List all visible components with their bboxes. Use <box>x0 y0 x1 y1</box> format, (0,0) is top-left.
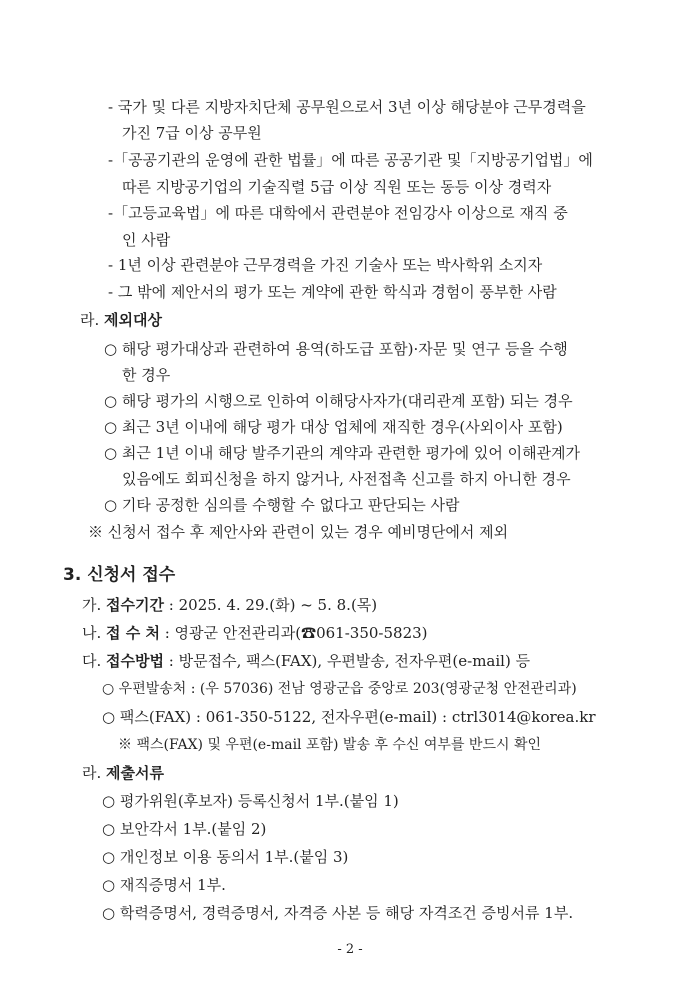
documents-prefix: 라. <box>82 764 102 782</box>
document-item: ○ 학력증명서, 경력증명서, 자격증 사본 등 해당 자격조건 증빙서류 1부. <box>102 904 574 922</box>
exclusion-item: ○ 기타 공정한 심의를 수행할 수 없다고 판단되는 사람 <box>104 496 460 514</box>
page-number: - 2 - <box>337 942 363 957</box>
method-label: 접수방법 <box>106 652 165 670</box>
exclusion-item: ○ 최근 1년 이내 해당 발주기관의 계약과 관련한 평가에 있어 이해관계가 <box>104 444 581 462</box>
exclusion-item-cont: 있음에도 회피신청을 하지 않거나, 사전접촉 신고를 하지 아니한 경우 <box>122 470 571 488</box>
qualification-item: -「공공기관의 운영에 관한 법률」에 따른 공공기관 및「지방공기업법」에 <box>108 151 593 169</box>
section-title: 3. 신청서 접수 <box>63 565 176 585</box>
qualification-item-cont: 인 사람 <box>122 231 171 249</box>
qualification-item: - 국가 및 다른 지방자치단체 공무원으로서 3년 이상 해당분야 근무경력을 <box>108 98 586 116</box>
fax-email: ○ 팩스(FAX) : 061-350-5122, 전자우편(e-mail) : ctrl3014@korea.kr <box>102 708 596 726</box>
exclusion-prefix: 라. <box>80 311 100 329</box>
period-row <box>82 595 377 615</box>
documents-title: 제출서류 <box>106 764 165 782</box>
office-value: : 영광군 안전관리과(☎061-350-5823) <box>159 624 428 642</box>
method-row <box>82 651 530 671</box>
qualification-item: - 1년 이상 관련분야 근무경력을 가진 기술사 또는 박사학위 소지자 <box>108 256 543 274</box>
exclusion-note: ※ 신청서 접수 후 제안사와 관련이 있는 경우 예비명단에서 제외 <box>88 523 509 541</box>
office-label: 접 수 처 <box>106 624 160 642</box>
period-prefix: 가. <box>82 596 102 614</box>
documents-heading <box>82 763 164 783</box>
exclusion-item: ○ 해당 평가대상과 관련하여 용역(하도급 포함)·자문 및 연구 등을 수행 <box>104 340 568 358</box>
document-item: ○ 개인정보 이용 동의서 1부.(붙임 3) <box>102 848 349 866</box>
exclusion-title: 제외대상 <box>104 311 163 329</box>
qualification-item: - 그 밖에 제안서의 평가 또는 계약에 관한 학식과 경험이 풍부한 사람 <box>108 283 557 301</box>
period-value: : 2025. 4. 29.(화) ~ 5. 8.(목) <box>164 596 378 614</box>
qualification-item-cont: 따른 지방공기업의 기술직렬 5급 이상 직원 또는 동등 이상 경력자 <box>122 178 552 196</box>
exclusion-item-cont: 한 경우 <box>122 366 171 384</box>
office-row <box>82 623 428 643</box>
method-value: : 방문접수, 팩스(FAX), 우편발송, 전자우편(e-mail) 등 <box>164 652 531 670</box>
document-item: ○ 평가위원(후보자) 등록신청서 1부.(붙임 1) <box>102 792 399 810</box>
method-note: ※ 팩스(FAX) 및 우편(e-mail 포함) 발송 후 수신 여부를 반드시 확인 <box>118 737 541 753</box>
exclusion-heading <box>80 310 162 330</box>
office-prefix: 나. <box>82 624 102 642</box>
postal-address: ○ 우편발송처 : (우 57036) 전남 영광군읍 중앙로 203(영광군청 안전관리과) <box>102 681 577 697</box>
qualification-item: -「고등교육법」에 따른 대학에서 관련분야 전임강사 이상으로 재직 중 <box>108 204 568 222</box>
exclusion-item: ○ 최근 3년 이내에 해당 평가 대상 업체에 재직한 경우(사외이사 포함) <box>104 418 563 436</box>
document-item: ○ 재직증명서 1부. <box>102 876 226 894</box>
qualification-item-cont: 가진 7급 이상 공무원 <box>122 124 262 142</box>
method-prefix: 다. <box>82 652 102 670</box>
period-label: 접수기간 <box>106 596 165 614</box>
exclusion-item: ○ 해당 평가의 시행으로 인하여 이해당사자가(대리관계 포함) 되는 경우 <box>104 392 573 410</box>
document-item: ○ 보안각서 1부.(붙임 2) <box>102 820 267 838</box>
